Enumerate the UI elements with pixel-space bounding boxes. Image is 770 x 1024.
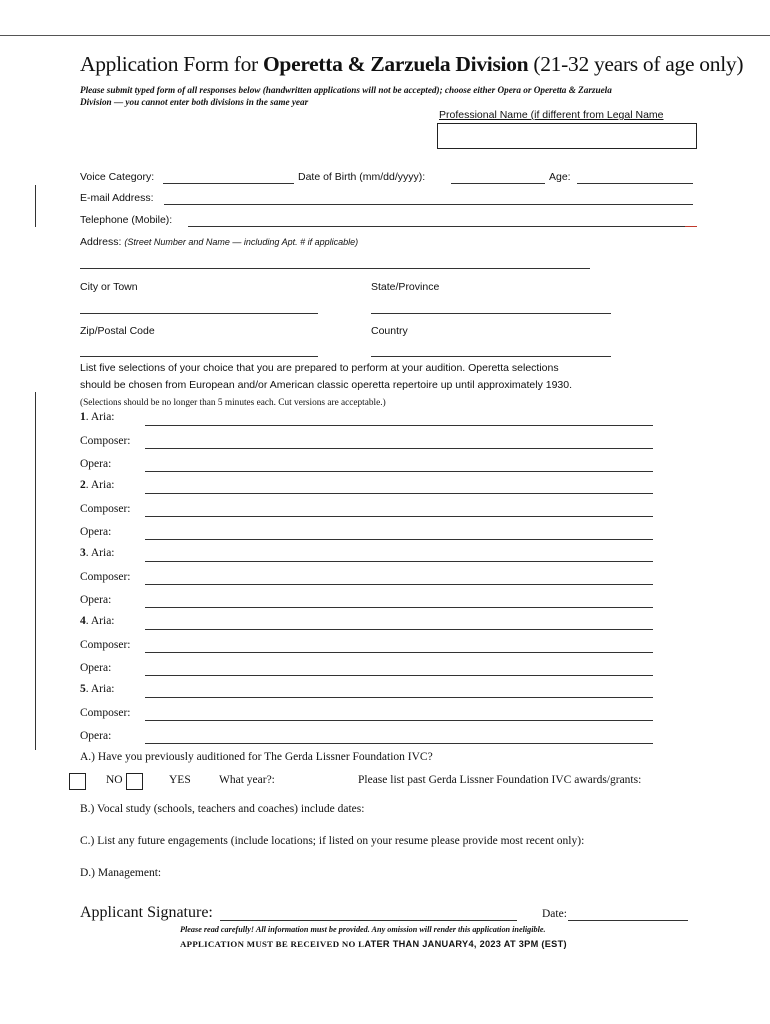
question-a: A.) Have you previously auditioned for The Gerda Lissner Foundation IVC? [80, 751, 433, 763]
what-year-label: What year?: [219, 774, 275, 786]
selection-aria-label: 5. Aria: [80, 683, 115, 695]
margin-bar-top [35, 185, 36, 227]
address-label: Address: (Street Number and Name — including Apt. # if applicable) [80, 236, 359, 248]
selection-composer-label: Composer: [80, 435, 131, 447]
selection-composer-label: Composer: [80, 503, 131, 515]
country-field[interactable] [371, 356, 611, 357]
selection-opera-label: Opera: [80, 526, 112, 538]
selection-aria-field[interactable] [145, 561, 653, 562]
selection-opera-field[interactable] [145, 675, 653, 676]
selection-composer-field[interactable] [145, 516, 653, 517]
no-checkbox[interactable] [69, 773, 86, 790]
dob-label: Date of Birth (mm/dd/yyyy): [298, 171, 426, 183]
age-field[interactable] [577, 183, 693, 184]
question-d: D.) Management: [80, 867, 162, 879]
zip-field[interactable] [80, 356, 318, 357]
city-label: City or Town [80, 281, 138, 293]
past-awards-label: Please list past Gerda Lissner Foundation IVC awards/grants: [358, 774, 642, 786]
email-label: E-mail Address: [80, 192, 154, 204]
professional-name-label: Professional Name (if different from Legal Name [439, 109, 664, 121]
selection-opera-field[interactable] [145, 743, 653, 744]
signature-label: Applicant Signature: [80, 904, 213, 921]
top-rule [0, 35, 770, 36]
selection-aria-field[interactable] [145, 425, 653, 426]
state-field[interactable] [371, 313, 611, 314]
telephone-field-end [685, 226, 697, 227]
selection-composer-label: Composer: [80, 639, 131, 651]
voice-category-label: Voice Category: [80, 171, 155, 183]
selection-composer-label: Composer: [80, 571, 131, 583]
professional-name-field[interactable] [437, 123, 697, 149]
selection-composer-field[interactable] [145, 448, 653, 449]
selection-aria-label: 1. Aria: [80, 411, 115, 423]
margin-bar-selections [35, 392, 36, 750]
address-field[interactable] [80, 268, 590, 269]
form-title: Application Form for Operetta & Zarzuela Division (21-32 years of age only) [80, 52, 744, 76]
selection-composer-field[interactable] [145, 584, 653, 585]
selection-composer-field[interactable] [145, 652, 653, 653]
footer-deadline: APPLICATION MUST BE RECEIVED NO LATER THAN JANUARY4, 2023 AT 3PM (EST) [180, 939, 567, 949]
selection-opera-label: Opera: [80, 594, 112, 606]
dob-field[interactable] [451, 183, 545, 184]
selection-opera-field[interactable] [145, 607, 653, 608]
selection-aria-field[interactable] [145, 697, 653, 698]
zip-label: Zip/Postal Code [80, 325, 155, 337]
address-hint: (Street Number and Name — including Apt. # if applicable) [124, 237, 359, 247]
date-label: Date: [542, 908, 567, 920]
selection-composer-field[interactable] [145, 720, 653, 721]
footer-warning: Please read carefully! All information must be provided. Any omission will render this application ineligible. [180, 925, 546, 934]
date-field[interactable] [568, 920, 688, 921]
state-label: State/Province [371, 281, 440, 293]
age-label: Age: [549, 171, 571, 183]
selection-opera-label: Opera: [80, 730, 112, 742]
signature-field[interactable] [220, 920, 517, 921]
selection-aria-label: 2. Aria: [80, 479, 115, 491]
instructions-line-2: Division — you cannot enter both divisions in the same year [80, 97, 309, 107]
selection-aria-field[interactable] [145, 629, 653, 630]
yes-label: YES [169, 774, 191, 786]
selection-composer-label: Composer: [80, 707, 131, 719]
question-b: B.) Vocal study (schools, teachers and coaches) include dates: [80, 803, 365, 815]
city-field[interactable] [80, 313, 318, 314]
email-field[interactable] [164, 204, 693, 205]
yes-checkbox[interactable] [126, 773, 143, 790]
telephone-field[interactable] [188, 226, 685, 227]
no-label: NO [106, 774, 123, 786]
selections-instructions-1: List five selections of your choice that you are prepared to perform at your audition. Operetta selections [80, 362, 559, 374]
selection-opera-label: Opera: [80, 662, 112, 674]
selection-opera-label: Opera: [80, 458, 112, 470]
selection-opera-field[interactable] [145, 539, 653, 540]
telephone-label: Telephone (Mobile): [80, 214, 173, 226]
country-label: Country [371, 325, 408, 337]
question-c: C.) List any future engagements (include locations; if listed on your resume please provide most recent only): [80, 835, 585, 847]
voice-category-field[interactable] [163, 183, 294, 184]
selection-aria-label: 3. Aria: [80, 547, 115, 559]
instructions-line-1: Please submit typed form of all responses below (handwritten applications will not be accepted); choose either Opera or Operetta & Zarzuela [80, 85, 612, 95]
selections-instructions-2: should be chosen from European and/or American classic operetta repertoire up until approximately 1930. [80, 379, 573, 391]
selection-opera-field[interactable] [145, 471, 653, 472]
selection-aria-field[interactable] [145, 493, 653, 494]
selection-aria-label: 4. Aria: [80, 615, 115, 627]
selections-note: (Selections should be no longer than 5 minutes each. Cut versions are acceptable.) [80, 398, 386, 408]
